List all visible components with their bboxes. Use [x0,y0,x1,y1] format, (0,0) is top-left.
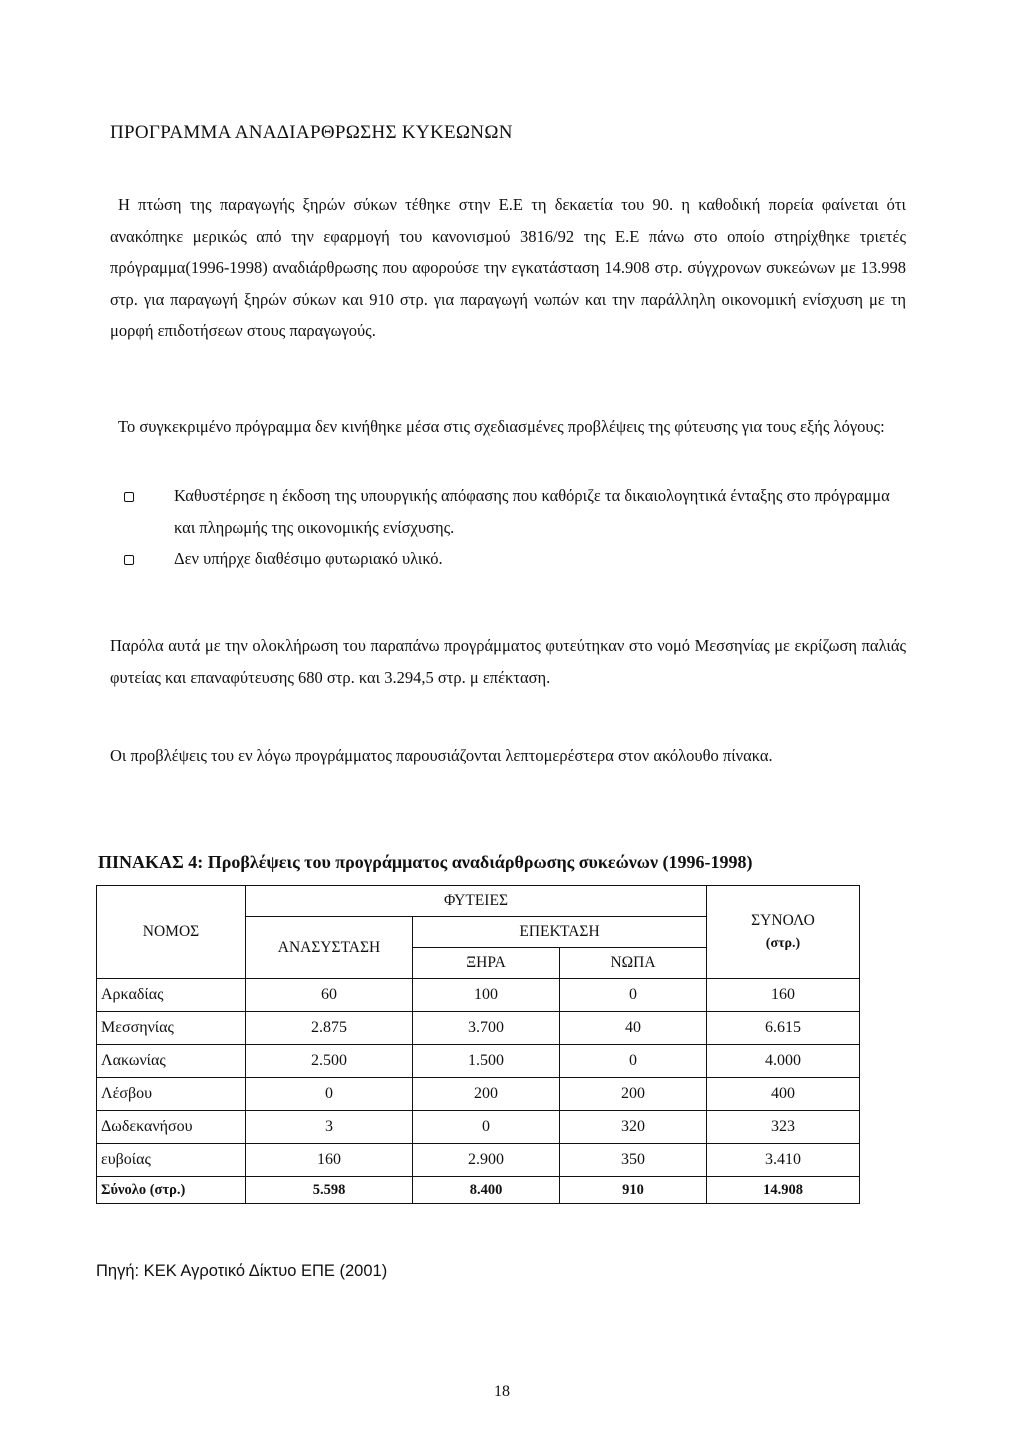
cell-anastasi: 60 [246,979,413,1012]
page-title: ΠΡΟΓΡΑΜΜΑ ΑΝΑΔΙΑΡΘΡΩΣΗΣ ΚΥΚΕΩΝΩΝ [110,122,513,143]
cell-total-label: Σύνολο (στρ.) [97,1177,246,1204]
cell-nopa: 40 [560,1012,707,1045]
table-row [97,1045,860,1078]
table-intro-paragraph: Οι προβλέψεις του εν λόγω προγράμματος παρουσιάζονται λεπτομερέστερα στον ακόλουθο πίνακα. [110,746,773,765]
cell-synolo: 400 [707,1078,860,1111]
cell-xira: 2.900 [413,1144,560,1177]
list-item [110,543,910,575]
reasons-paragraph: Το συγκεκριμένο πρόγραμμα δεν κινήθηκε μέσα στις σχεδιασμένες προβλέψεις της φύτευσης για τους εξής λόγους: [118,417,885,436]
cell-nopa: 200 [560,1078,707,1111]
results-paragraph: Παρόλα αυτά με την ολοκλήρωση του παραπάνω προγράμματος φυτεύτηκαν στο νομό Μεσσηνίας με εκρίζωση παλιάς φυτείας και επαναφύτευσης 680 στρ. και 3.294,5 στρ. μ επέκταση. [110,636,906,687]
cell-nomos: Λακωνίας [97,1045,246,1078]
cell-synolo: 160 [707,979,860,1012]
forecast-table [96,885,860,1204]
table-row [97,1144,860,1177]
cell-synolo: 323 [707,1111,860,1144]
header-synolo-unit: (στρ.) [765,936,801,951]
header-xira: ΞΗΡΑ [413,948,560,979]
intro-paragraph: Η πτώση της παραγωγής ξηρών σύκων τέθηκε στην Ε.Ε τη δεκαετία του 90. η καθοδική πορεία φαίνεται ότι ανακόπηκε μερικώς από την εφαρμογή του κανονισμού 3816/92 της Ε.Ε πάνω στο οποίο στηρίχθηκε τριετές πρόγραμμα(1996-1998) αναδιάρθρωσης που αφορούσε την εγκατάσταση 14.908 στρ. σύγχρονων συκεώνων με 13.998 στρ. για παραγωγή ξηρών σύκων και 910 στρ. για παραγωγή νωπών και την παράλληλη οικονομική ενίσχυση με τη μορφή επιδοτήσεων στους παραγωγούς. [110,195,906,340]
cell-nopa: 350 [560,1144,707,1177]
header-nopa: ΝΩΠΑ [560,948,707,979]
cell-synolo: 6.615 [707,1012,860,1045]
reasons-list [110,480,910,575]
list-item [110,480,910,543]
cell-xira: 100 [413,979,560,1012]
cell-total-anastasi: 5.598 [246,1177,413,1204]
header-synolo [707,886,860,979]
cell-nopa: 0 [560,979,707,1012]
cell-total-nopa: 910 [560,1177,707,1204]
cell-anastasi: 3 [246,1111,413,1144]
cell-total-synolo: 14.908 [707,1177,860,1204]
square-bullet-icon [124,492,134,502]
cell-xira: 0 [413,1111,560,1144]
list-item-text: Καθυστέρησε η έκδοση της υπουργικής απόφασης που καθόριζε τα δικαιολογητικά ένταξης στο πρόγραμμα και πληρωμής της οικονομικής ενίσχυσης. [174,486,890,537]
square-bullet-icon [124,555,134,565]
table-total-row [97,1177,860,1204]
cell-anastasi: 2.875 [246,1012,413,1045]
cell-nopa: 320 [560,1111,707,1144]
cell-xira: 200 [413,1078,560,1111]
cell-nomos: Λέσβου [97,1078,246,1111]
cell-anastasi: 160 [246,1144,413,1177]
cell-nopa: 0 [560,1045,707,1078]
cell-synolo: 4.000 [707,1045,860,1078]
cell-anastasi: 0 [246,1078,413,1111]
header-epektasi: ΕΠΕΚΤΑΣΗ [413,917,707,948]
list-item-text: Δεν υπήρχε διαθέσιμο φυτωριακό υλικό. [174,549,443,568]
cell-nomos: Αρκαδίας [97,979,246,1012]
header-fyteies: ΦΥΤΕΙΕΣ [246,886,707,917]
table-row [97,1111,860,1144]
table-source: Πηγή: ΚΕΚ Αγροτικό Δίκτυο ΕΠΕ (2001) [96,1262,388,1280]
cell-synolo: 3.410 [707,1144,860,1177]
page-number: 18 [494,1383,510,1400]
header-anastasi: ΑΝΑΣΥΣΤΑΣΗ [246,917,413,979]
table-row [97,979,860,1012]
cell-nomos: Δωδεκανήσου [97,1111,246,1144]
header-nomos: ΝΟΜΟΣ [97,886,246,979]
cell-xira: 1.500 [413,1045,560,1078]
header-synolo-label: ΣΥΝΟΛΟ [751,912,815,929]
table-title: ΠΙΝΑΚΑΣ 4: Προβλέψεις του προγράμματος αναδιάρθρωσης συκεώνων (1996-1998) [98,852,753,872]
cell-anastasi: 2.500 [246,1045,413,1078]
cell-nomos: Μεσσηνίας [97,1012,246,1045]
cell-total-xira: 8.400 [413,1177,560,1204]
cell-nomos: ευβοίας [97,1144,246,1177]
table-row [97,1012,860,1045]
table-row [97,1078,860,1111]
cell-xira: 3.700 [413,1012,560,1045]
